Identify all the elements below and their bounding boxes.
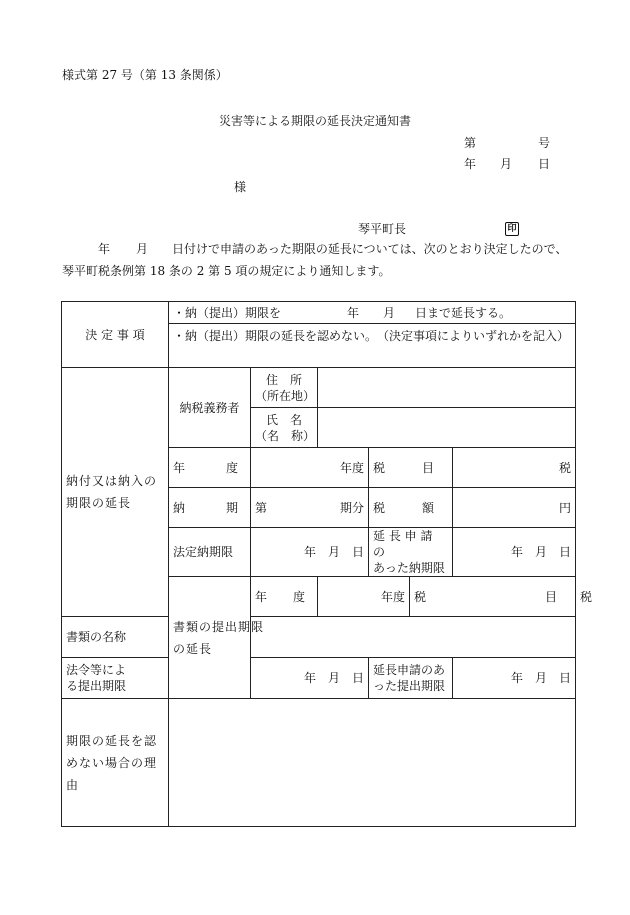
ext-due-date: 年 月 日 <box>453 528 576 577</box>
document-year-value: 年度 <box>318 577 410 617</box>
document-deadline-row <box>62 658 576 699</box>
decision-option-extend-text: ・納（提出）期限を <box>173 305 282 320</box>
name-label: 氏 名 （名 称） <box>251 408 318 448</box>
payment-year-label: 年 度 <box>169 448 251 488</box>
payment-tax-item-value: 税 <box>453 448 576 488</box>
document-year-row: 書類の提出期限の延長 年 度 年度 税 目 税 <box>62 577 576 617</box>
date-year: 年 <box>464 157 477 171</box>
payment-due-label: 納 期 <box>169 488 251 528</box>
name-value <box>318 408 576 448</box>
document-name-row <box>62 617 576 658</box>
seal-icon: 印 <box>505 222 519 236</box>
document-name-label: 書類の名称 <box>62 617 169 658</box>
decision-option-deny: ・納（提出）期限の延長を認めない。 （決定事項によりいずれかを記入） <box>169 324 576 368</box>
doc-number-suffix: 号 <box>538 136 551 150</box>
ext-due-label: 延 長 申 請 の あった納期限 <box>369 528 453 577</box>
payment-amount-value: 円 <box>453 488 576 528</box>
payment-tax-item-label: 税 目 <box>369 448 453 488</box>
decision-option-extend-end: 日まで延長する。 <box>415 305 512 320</box>
reason-label: 期限の延長を認めない場合の理由 <box>62 699 169 827</box>
document-ext-due-label: 延長申請のあ った提出期限 <box>369 658 453 699</box>
document-name-value <box>251 617 576 658</box>
document-ext-due-date: 年 月 日 <box>453 658 576 699</box>
document-legal-due-date: 年 月 日 <box>251 658 369 699</box>
document-extension-label: 書類の提出期限の延長 <box>169 577 251 699</box>
payment-extension-label: 納付又は納入の期限の延長 <box>62 368 169 617</box>
extension-form-table <box>61 301 593 827</box>
doc-number-prefix: 第 <box>464 136 477 150</box>
body-para-year: 年 <box>98 242 111 256</box>
address-value <box>318 368 576 408</box>
taxpayer-label: 納税義務者 <box>169 368 251 448</box>
decision-option-extend <box>169 302 576 324</box>
document-title: 災害等による期限の延長決定通知書 <box>219 114 412 128</box>
issuer-name: 琴平町長 <box>358 222 407 236</box>
decision-label: 決 定 事 項 <box>62 302 169 368</box>
payment-due-value: 第 期分 <box>251 488 369 528</box>
date-day: 日 <box>538 157 551 171</box>
legal-due-label: 法定納期限 <box>169 528 251 577</box>
legal-due-date: 年 月 日 <box>251 528 369 577</box>
taxpayer-address-row <box>62 368 576 408</box>
body-para-month: 月 <box>136 242 149 256</box>
form-number: 様式第 27 号（第 13 条関係） <box>62 68 228 82</box>
document-year-label: 年 度 <box>251 577 318 617</box>
document-tax-item-label: 税 目 <box>410 577 576 617</box>
body-line2: 琴平町税条例第 18 条の 2 第 5 項の規定により通知します。 <box>62 264 391 278</box>
addressee-suffix: 様 <box>234 180 247 194</box>
date-month: 月 <box>500 157 513 171</box>
document-legal-due-label: 法令等によ る提出期限 <box>62 658 169 699</box>
reason-row <box>62 699 576 827</box>
reason-value <box>169 699 576 827</box>
decision-option-extend-month: 月 <box>383 305 396 320</box>
seal-stamp <box>505 220 519 236</box>
decision-row-1 <box>62 302 576 324</box>
address-label: 住 所 （所在地） <box>251 368 318 408</box>
payment-amount-label: 税 額 <box>369 488 453 528</box>
decision-option-extend-year: 年 <box>347 305 360 320</box>
body-line1: 日付けで申請のあった期限の延長については、次のとおり決定したので、 <box>172 242 568 256</box>
payment-year-value: 年度 <box>251 448 369 488</box>
